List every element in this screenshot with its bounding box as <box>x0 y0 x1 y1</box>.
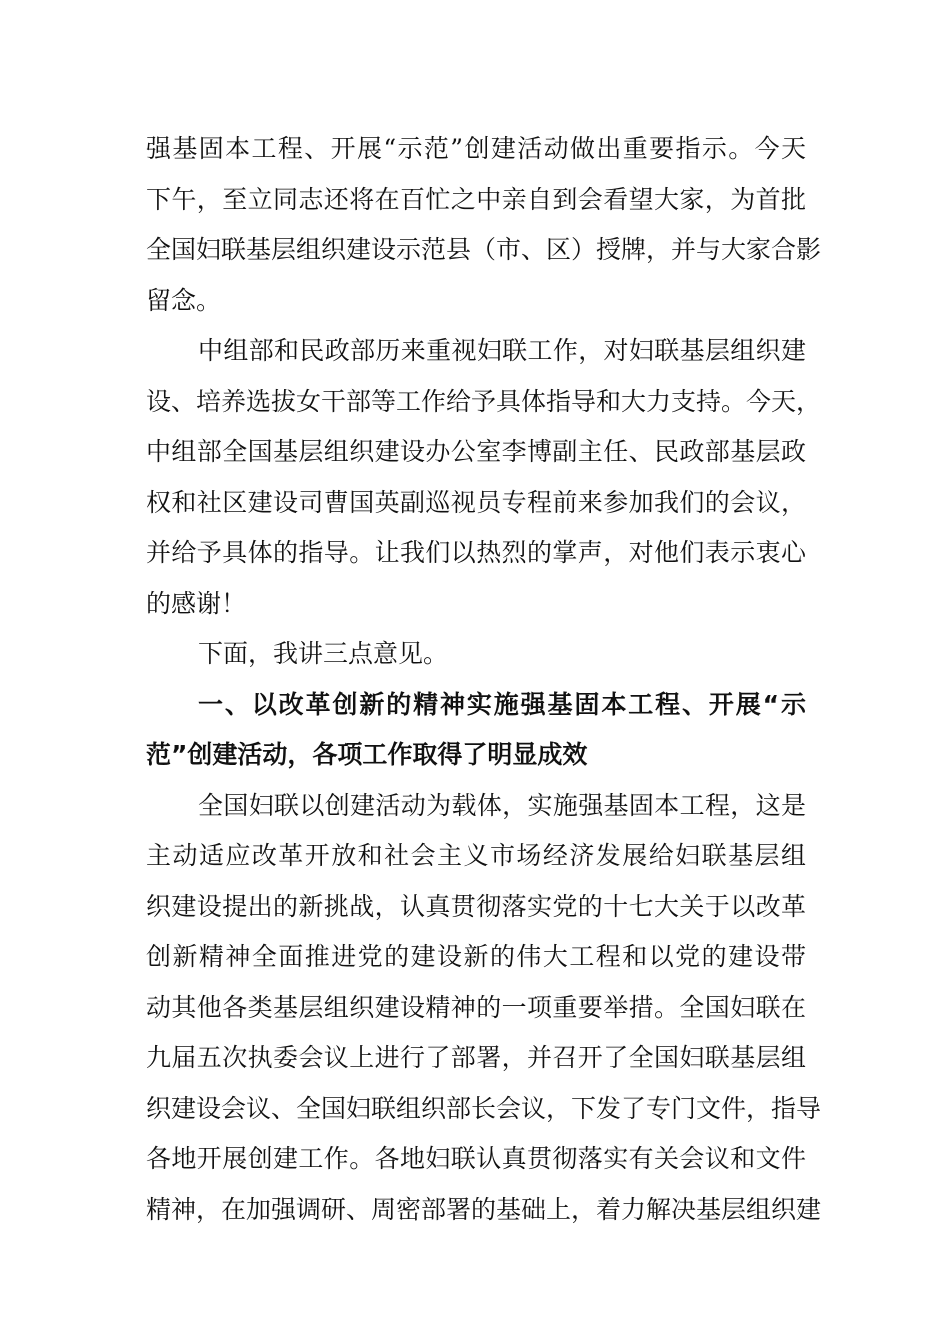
text-line: 织建设提出的新挑战，认真贯彻落实党的十七大关于以改革 <box>146 891 806 921</box>
heading-line: 一、以改革创新的精神实施强基固本工程、开展“示 <box>198 689 806 719</box>
text-line: 设、培养选拔女干部等工作给予具体指导和大力支持。今天， <box>146 386 822 416</box>
text-line: 九届五次执委会议上进行了部署，并召开了全国妇联基层组 <box>146 1043 806 1072</box>
paragraph-thanks <box>146 326 822 629</box>
document-body <box>146 124 822 1235</box>
heading-line: 范”创建活动，各项工作取得了明显成效 <box>146 740 588 769</box>
text-line: 全国妇联基层组织建设示范县（市、区）授牌，并与大家合影 <box>146 235 822 264</box>
text-line: 留念。 <box>146 285 222 315</box>
text-line: 精神，在加强调研、周密部署的基础上，着力解决基层组织建 <box>146 1194 822 1224</box>
text-line: 主动适应改革开放和社会主义市场经济发展给妇联基层组 <box>146 841 806 870</box>
text-line: 各地开展创建工作。各地妇联认真贯彻落实有关会议和文件 <box>146 1144 806 1173</box>
text-line: 织建设会议、全国妇联组织部长会议，下发了专门文件，指导 <box>146 1093 822 1123</box>
section-heading <box>146 680 806 781</box>
text-line: 下面，我讲三点意见。 <box>198 639 449 668</box>
text-line: 中组部全国基层组织建设办公室李博副主任、民政部基层政 <box>146 437 806 466</box>
text-line: 中组部和民政部历来重视妇联工作，对妇联基层组织建 <box>198 336 806 365</box>
text-line: 全国妇联以创建活动为载体，实施强基固本工程，这是 <box>198 790 806 820</box>
paragraph-continuation <box>146 124 822 326</box>
text-line: 下午，至立同志还将在百忙之中亲自到会看望大家，为首批 <box>146 184 806 214</box>
text-line: 的感谢！ <box>146 588 247 618</box>
text-line: 动其他各类基层组织建设精神的一项重要举措。全国妇联在 <box>146 992 806 1022</box>
text-line: 强基固本工程、开展“示范”创建活动做出重要指示。今天 <box>146 134 806 163</box>
paragraph-achievements <box>146 781 822 1236</box>
text-line: 并给予具体的指导。让我们以热烈的掌声，对他们表示衷心 <box>146 538 806 567</box>
paragraph-intro <box>146 629 806 680</box>
text-line: 创新精神全面推进党的建设新的伟大工程和以党的建设带 <box>146 942 806 971</box>
text-line: 权和社区建设司曹国英副巡视员专程前来参加我们的会议， <box>146 487 806 517</box>
